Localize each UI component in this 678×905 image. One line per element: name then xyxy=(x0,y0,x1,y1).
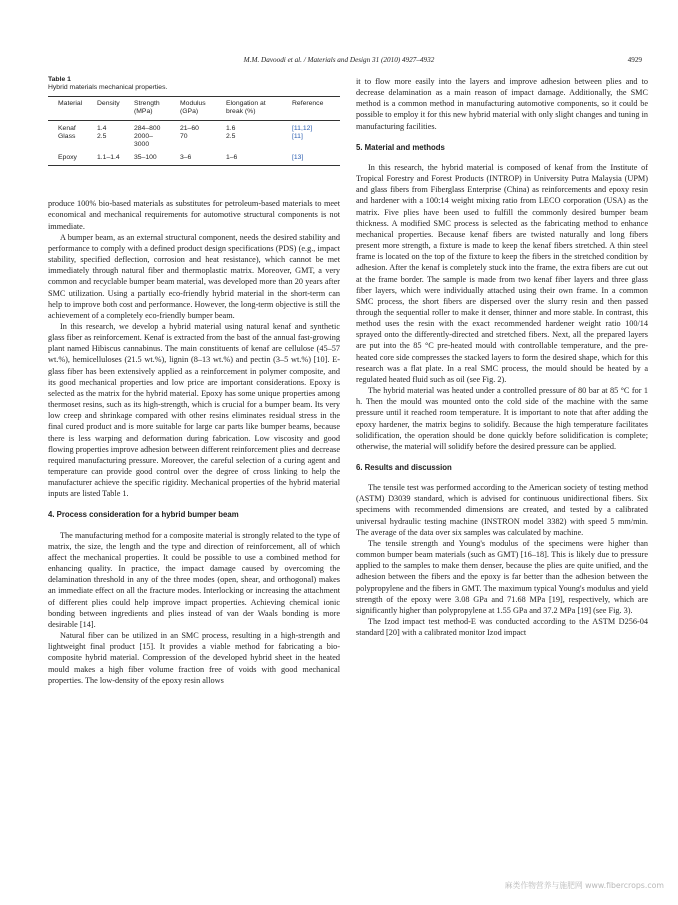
table-cell: 284–800 xyxy=(134,124,161,132)
table-cell: 35–100 xyxy=(134,153,157,161)
table-header-cell: Density xyxy=(97,99,120,107)
body-paragraph: In this research, we develop a hybrid material using natural kenaf and synthetic glass fiber as reinforcement. Kenaf is extracted from the bast of the annual fast-growing plant named Hibiscus cannabinus. The main constituents of kenaf are cellulose (45–57 wt.%), hemicelluloses (21.5 wt.%), lignin (8–13 wt.%) and pectin (3–5 wt.%) [10]. E-glass fiber has been extensively applied as a reinforcement in polymer composite, and its good mechanical properties and low price are important considerations. Epoxy is selected as the matrix for the hybrid material. Epoxy has some unique properties among thermoset resins, such as its high-strength, which is crucial for a bumper beam. Its very low creep and shrinkage compared with other resins eliminates residual stress in the final cured product and is more suitable for large car parts like bumper beams, because there is less warping and deformation during fabrication. Low viscosity and good flowing properties improve adhesion between different reinforcement plies and decrease required manufacturing pressure. Moreover, the careful selection of a curing agent and temperature can provide good control over the degree of cross linking to help the manufacturer achieve the specific rigidity. Mechanical properties of the hybrid material inputs are listed Table 1. xyxy=(48,321,340,499)
section-heading: 6. Results and discussion xyxy=(356,463,452,472)
table-row xyxy=(48,125,340,133)
table-cell: 70 xyxy=(180,133,188,141)
table-cell: Epoxy xyxy=(58,153,77,161)
table-header-row xyxy=(48,97,340,121)
body-paragraph: The tensile strength and Young's modulus of the specimens were higher than common bumper beam materials (such as GMT) [16–18]. This is likely due to pressure applied to the samples to make them denser, because the plies are quite unified, and the adhesion between the fibers and the epoxy is far better than the adhesion between the polypropylene and the fibers in GMT. The maximum typical Young's modulus and yield strength of the epoxy were 3.08 GPa and 71.68 MPa [19], respectively, which are significantly higher than polypropylene at 1.55 GPa and 37.2 MPa [19] (see Fig. 3). xyxy=(356,538,648,615)
table-cell: 2000– 3000 xyxy=(134,133,153,149)
section-heading: 4. Process consideration for a hybrid bumper beam xyxy=(48,510,239,520)
section-heading: 5. Material and methods xyxy=(356,142,445,152)
body-paragraph: The hybrid material was heated under a controlled pressure of 80 bar at 85 °C for 1 h. Then the mould was mounted onto the cold side of the machine with the same pressure until it reached room temperature. It is important to note that after adding the epoxy hardener, the matrix begins to solidify. Because the high temperature facilitates solidification, the operation should be done quickly before solidification is complete; otherwise, the material will solidify before the desired pressure can be applied. xyxy=(356,386,648,451)
body-paragraph: Natural fiber can be utilized in an SMC process, resulting in a high-strength and lightweight final product [15]. It provides a viable method for fabricating a bio-composite hybrid material. Compression of the developed hybrid sheet in the heated mould makes a high fiber volume fraction free of voids with good mechanical properties. The low-density of the epoxy resin allows xyxy=(48,631,340,685)
table-cell: 1.1–1.4 xyxy=(97,153,120,161)
body-paragraph: A bumper beam, as an external structural component, needs the desired stability and performance to comply with a defined product design specifications (PDS) (e.g., impact stability, specified deflection, corrosion and heat resistance), which cannot be met immediately through natural fiber and thermoplastic matrix. Moreover, GMT, a very common and recyclable bumper beam material, was developed more than 20 years after SMC utilization. Using a partially eco-friendly hybrid material in the short-term can help to improve both cost and performance. However, the long-term objective is still the achievement of a completely eco-friendly bumper beam. xyxy=(48,232,340,320)
watermark: 麻类作物营养与施肥网 www.fibercrops.com xyxy=(504,881,664,890)
table-row xyxy=(48,154,340,162)
body-paragraph: The tensile test was performed according to the American society of testing method (ASTM) D3039 standard, which is advised for continuous unidirectional fibers. Six specimens with recommended dimensions are created, and tested by a calibrated universal hydraulic testing machine (INSTRON model 3382) with speed 5 mm/min. The average of the data over six samples was calculated by machine. xyxy=(356,483,648,537)
body-paragraph: produce 100% bio-based materials as substitutes for petroleum-based materials to meet economical and mechanical requirements for automotive structural components is not immediate. xyxy=(48,199,340,231)
body-paragraph: In this research, the hybrid material is composed of kenaf from the Institute of Tropical Forestry and Forest Products (INTROP) in University Putra Malaysia (UPM) and glass fibers from Fiberglass Enterprise (China) as reinforcements and epoxy resin and hardener with a 100:14 weight mixing ratio from LECO corporation (USA) as the matrix. Five plies have been used to fulfill the commonly desired bumper beam thickness. A modified SMC process is selected as the fabricating method to enhance mechanical properties. Because kenaf fibers are twisted naturally and long fibers present more strength, a fixture is made to keep the kenaf fibers stretched. A thin steel frame is located on the top of the fixture to keep the fibers in the stretched condition by adhesion. After the kenaf is completely stuck into the frame, the extra fibers are cut out at the frame border. The sample is made from two kenaf fiber layers and three glass fiber layers, which were individually attached using their own frame. In a common SMC process, the short fibers are dispersed over the slurry resin and then passed through the sequential roller to make it denser, thinner and more stable. In contrast, this method uses the resin with the exact recommended hardener weight ratio 100/14 sprayed onto the differently-directed and stretched fibers. Next, all the prepared layers are put into the 85 °C pre-heated mould with controllable temperature, and the pre-heated core side compresses the stacked layers to form the desired shape, which for this research was a flat plate. In a real SMC process, the mould should be heated by a regulated heated fluid such as oil (see Fig. 2). xyxy=(356,162,648,384)
right-column xyxy=(356,76,648,638)
table-caption: Hybrid materials mechanical properties. xyxy=(48,84,168,92)
table-header-cell: Strength (MPa) xyxy=(134,99,160,116)
table-body xyxy=(48,121,340,163)
table-header-cell: Reference xyxy=(292,99,324,107)
table-header-cell: Elongation at break (%) xyxy=(226,99,266,116)
body-paragraph: The Izod impact test method-E was conducted according to the ASTM D256-04 standard [20] with a calibrated monitor Izod impact xyxy=(356,617,648,638)
table-cell: Glass xyxy=(58,133,76,141)
table-1 xyxy=(48,76,340,166)
table-cell: 1.6 xyxy=(226,124,236,132)
table-cell: 1.4 xyxy=(97,124,107,132)
body-paragraph: The manufacturing method for a composite material is strongly related to the type of matrix, the size, the length and the type and direction of reinforcement, all of which affect the mechanical properties. It could be possible to use a combined method for enhancing quality. In practice, the impact damage caused by overcoming the delamination threshold in any of the three modes (open, shear, and orthogonal) makes an immediate effect on all the fracture modes. Interlocking or increasing the attachment of different plies could help improve impact properties. Achieving chemical ionic bonding between ingredients and plies instead of van der Waals bonding is more desirable [14]. xyxy=(48,530,340,629)
running-header xyxy=(0,56,678,68)
table-cell: 3–6 xyxy=(180,153,192,161)
table-cell: Kenaf xyxy=(58,124,76,132)
table-cell: 2.5 xyxy=(97,133,107,141)
left-column xyxy=(48,76,340,686)
table-cell: 2.5 xyxy=(226,133,236,141)
body-paragraph: it to flow more easily into the layers and improve adhesion between plies and to decrease delamination as a main reason of impact damage. Additionally, the SMC method is a common method in manufacturing automotive components, so it could be possible to employ it for this new hybrid material with only slight changes and tuning in manufacturing facilities. xyxy=(356,77,648,131)
table-header-cell: Modulus (GPa) xyxy=(180,99,206,116)
page-number: 4929 xyxy=(627,56,642,64)
table-reference-link[interactable]: [11,12] xyxy=(292,124,313,132)
running-title: M.M. Davoodi et al. / Materials and Design 31 (2010) 4927–4932 xyxy=(243,56,435,64)
table-row xyxy=(48,133,340,150)
table-cell: 1–6 xyxy=(226,153,238,161)
table-cell: 21–60 xyxy=(180,124,199,132)
table-label: Table 1 xyxy=(48,76,71,83)
table-reference-link[interactable]: [11] xyxy=(292,133,303,141)
table-header-cell: Material xyxy=(58,99,83,107)
table-reference-link[interactable]: [13] xyxy=(292,153,304,161)
